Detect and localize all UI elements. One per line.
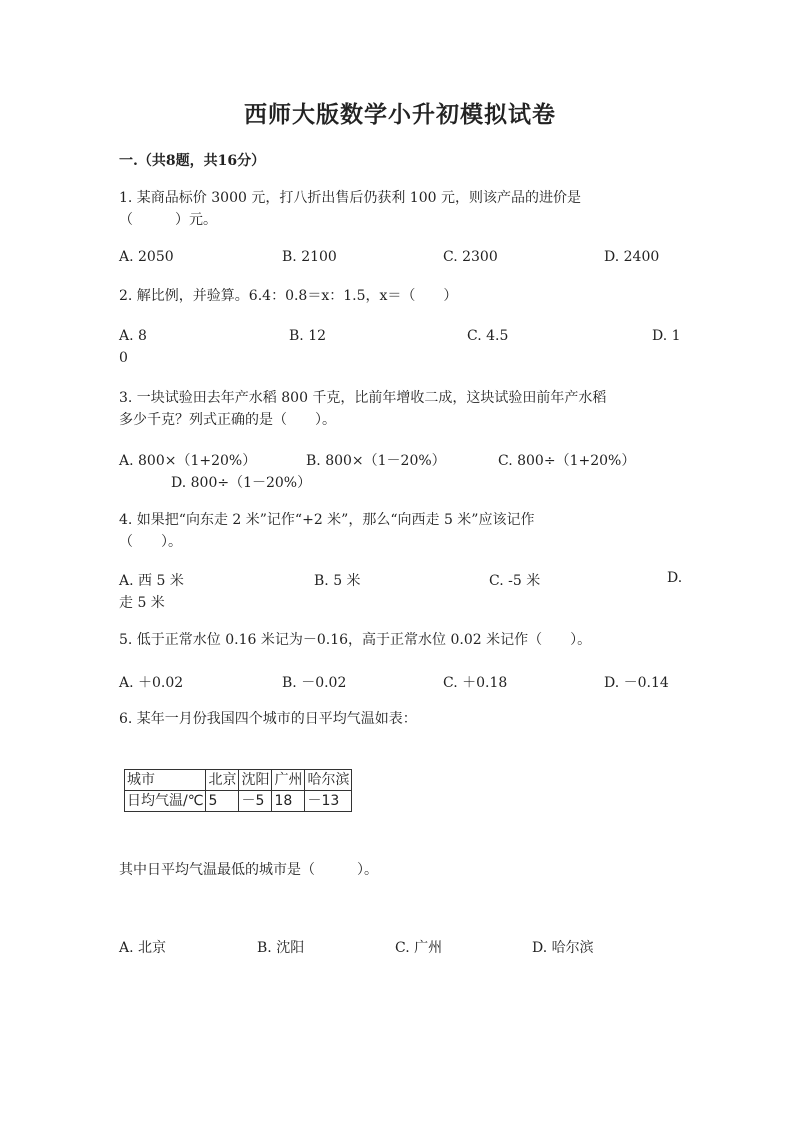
table-row [125, 791, 352, 812]
table-cell: －13 [305, 791, 352, 812]
question-1-option-b: B. 2100 [282, 249, 337, 265]
question-1-option-d: D. 2400 [604, 249, 660, 265]
question-2-text: 2. 解比例，并验算。6.4：0.8＝x：1.5，x＝（ ） [119, 288, 458, 304]
table-cell: 北京 [206, 770, 239, 791]
table-cell: 城市 [125, 770, 206, 791]
question-4-text [119, 509, 534, 553]
question-2-option-c: C. 4.5 [467, 328, 509, 344]
question-1-text [119, 187, 581, 231]
question-3-option-b: B. 800×（1－20%） [306, 453, 446, 469]
question-1-option-c: C. 2300 [443, 249, 498, 265]
question-5-option-a: A. ＋0.02 [119, 675, 184, 691]
section-heading: 一.（共8题，共16分） [119, 153, 266, 169]
question-3-option-a: A. 800×（1+20%） [119, 453, 257, 469]
question-4-line-2: （ ）。 [119, 534, 182, 550]
question-2-option-d: D. 1 [652, 328, 681, 344]
question-6-option-a: A. 北京 [119, 940, 167, 956]
question-6-prompt: 其中日平均气温最低的城市是（ ）。 [119, 862, 378, 878]
table-cell: 18 [272, 791, 305, 812]
question-4-option-d-wrap: 走 5 米 [119, 595, 165, 611]
question-2-option-b: B. 12 [289, 328, 327, 344]
question-1-line-1: 1. 某商品标价 3000 元，打八折出售后仍获利 100 元，则该产品的进价是 [119, 190, 581, 206]
table-header-row [125, 770, 352, 791]
question-3-option-c: C. 800÷（1+20%） [498, 453, 636, 469]
table-cell: 哈尔滨 [305, 770, 352, 791]
question-4-option-d: D. [667, 570, 683, 586]
question-4-option-c: C. -5 米 [489, 573, 541, 589]
question-5-option-c: C. ＋0.18 [443, 675, 508, 691]
question-5-option-d: D. －0.14 [604, 675, 669, 691]
table-cell: 广州 [272, 770, 305, 791]
table-cell: －5 [239, 791, 272, 812]
question-4-option-a: A. 西 5 米 [119, 573, 184, 589]
temperature-table [124, 769, 352, 812]
question-6-option-c: C. 广州 [395, 940, 443, 956]
table-cell: 沈阳 [239, 770, 272, 791]
question-5-text: 5. 低于正常水位 0.16 米记为－0.16，高于正常水位 0.02 米记作（ ）。 [119, 632, 592, 648]
question-2-option-d-wrap: 0 [119, 350, 128, 366]
table-cell: 日均气温/℃ [125, 791, 206, 812]
question-4-option-b: B. 5 米 [314, 573, 361, 589]
question-1-option-a: A. 2050 [119, 249, 174, 265]
question-6-option-d: D. 哈尔滨 [532, 940, 594, 956]
question-3-option-d: D. 800÷（1－20%） [171, 475, 312, 491]
question-6-option-b: B. 沈阳 [257, 940, 305, 956]
question-3-text [119, 387, 606, 431]
question-3-line-2: 多少千克？列式正确的是（ ）。 [119, 412, 336, 428]
question-3-line-1: 3. 一块试验田去年产水稻 800 千克，比前年增收二成，这块试验田前年产水稻 [119, 390, 607, 406]
question-1-line-2: （ ）元。 [119, 212, 217, 228]
question-4-line-1: 4. 如果把“向东走 2 米”记作“+2 米”，那么“向西走 5 米”应该记作 [119, 512, 535, 528]
question-2-option-a: A. 8 [119, 328, 147, 344]
table-cell: 5 [206, 791, 239, 812]
question-5-option-b: B. －0.02 [282, 675, 347, 691]
page-title: 西师大版数学小升初模拟试卷 [244, 101, 556, 128]
question-6-text: 6. 某年一月份我国四个城市的日平均气温如表： [119, 711, 417, 727]
